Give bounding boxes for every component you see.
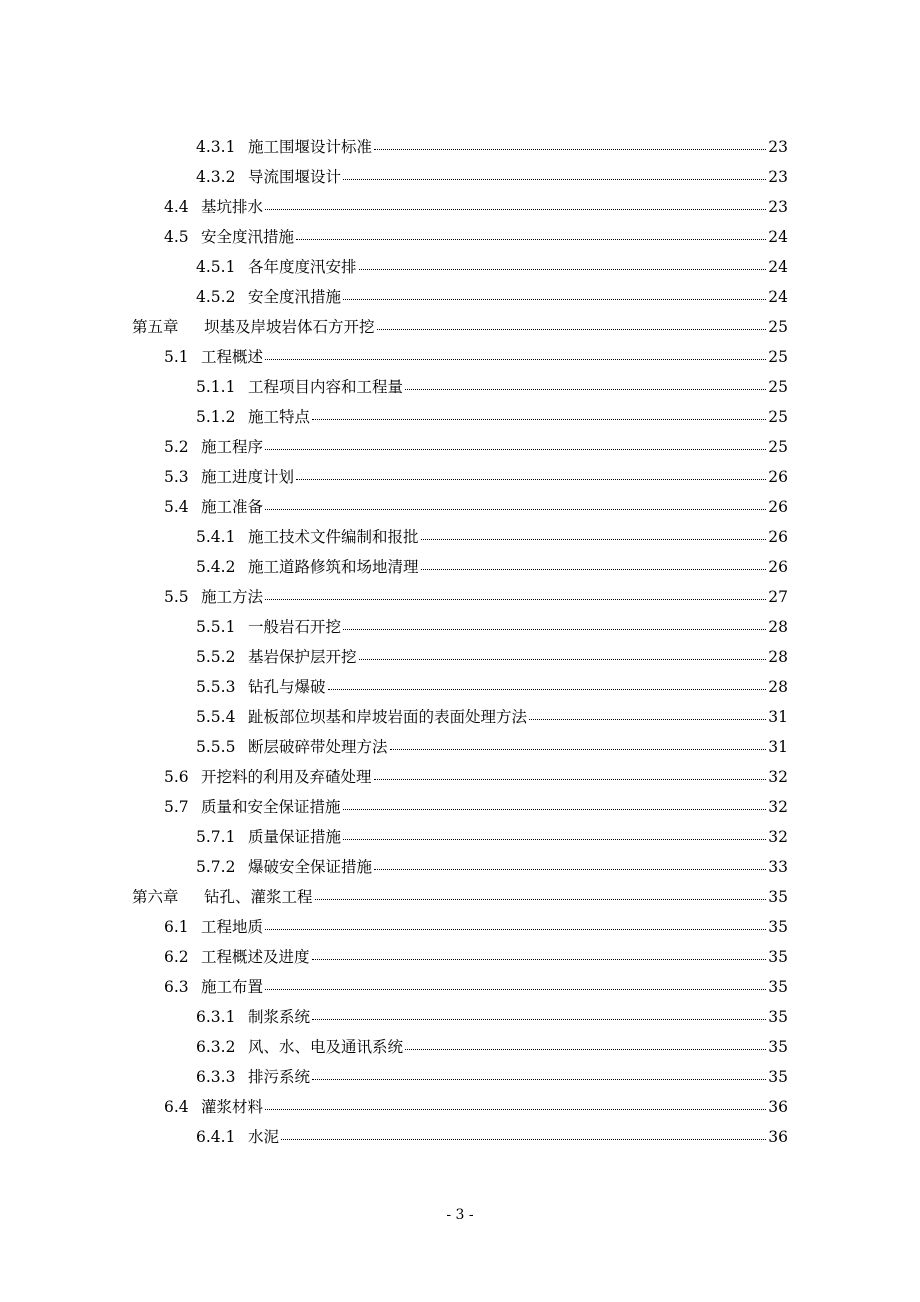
toc-entry-title: 施工程序	[201, 438, 264, 456]
toc-entry[interactable]	[0, 522, 920, 552]
toc-entry-page: 31	[768, 708, 788, 726]
toc-entry-page: 25	[768, 438, 788, 456]
toc-entry-number: 5.1	[164, 348, 189, 366]
toc-entry-page: 32	[768, 828, 788, 846]
toc-entry-title: 排污系统	[248, 1068, 311, 1086]
dot-leader	[328, 689, 767, 690]
toc-entry-title: 基岩保护层开挖	[248, 648, 357, 666]
toc-entry-page: 35	[768, 1068, 788, 1086]
toc-entry-title: 风、水、电及通讯系统	[248, 1038, 404, 1056]
toc-entry-title: 钻孔、灌浆工程	[204, 888, 313, 906]
toc-entry-page: 32	[768, 768, 788, 786]
toc-entry-number: 6.4.1	[196, 1128, 236, 1146]
toc-entry-number: 5.5	[164, 588, 189, 606]
toc-entry[interactable]	[0, 882, 920, 912]
toc-entry[interactable]	[0, 402, 920, 432]
toc-entry[interactable]	[0, 642, 920, 672]
dot-leader	[265, 989, 766, 990]
toc-entry-title: 一般岩石开挖	[248, 618, 342, 636]
toc-entry-title: 钻孔与爆破	[248, 678, 326, 696]
dot-leader	[312, 959, 767, 960]
toc-entry-title: 施工围堰设计标准	[248, 138, 373, 156]
toc-entry-title: 爆破安全保证措施	[248, 858, 373, 876]
dot-leader	[296, 479, 766, 480]
toc-entry-number: 4.3.2	[196, 168, 236, 186]
toc-entry-title: 质量和安全保证措施	[201, 798, 341, 816]
toc-entry-title: 施工布置	[201, 978, 264, 996]
toc-entry-number: 4.5.2	[196, 288, 236, 306]
table-of-contents	[0, 132, 920, 1152]
toc-entry-page: 23	[768, 168, 788, 186]
dot-leader	[390, 749, 767, 750]
toc-entry-title: 安全度汛措施	[201, 228, 295, 246]
toc-entry[interactable]	[0, 852, 920, 882]
toc-entry-number: 4.4	[164, 198, 189, 216]
toc-entry-page: 35	[768, 918, 788, 936]
toc-entry-number: 第六章	[132, 888, 179, 906]
toc-entry-number: 6.3	[164, 978, 189, 996]
toc-entry-number: 5.4.1	[196, 528, 236, 546]
toc-entry-page: 36	[768, 1128, 788, 1146]
toc-entry-title: 各年度度汛安排	[248, 258, 357, 276]
toc-entry[interactable]	[0, 342, 920, 372]
toc-entry-page: 35	[768, 948, 788, 966]
toc-entry-number: 5.4.2	[196, 558, 236, 576]
toc-entry-number: 5.6	[164, 768, 189, 786]
toc-entry-page: 32	[768, 798, 788, 816]
toc-entry-page: 26	[768, 498, 788, 516]
toc-entry[interactable]	[0, 222, 920, 252]
toc-entry-title: 质量保证措施	[248, 828, 342, 846]
toc-entry[interactable]	[0, 732, 920, 762]
toc-entry[interactable]	[0, 162, 920, 192]
toc-entry-page: 25	[768, 348, 788, 366]
toc-entry[interactable]	[0, 252, 920, 282]
toc-entry-page: 26	[768, 558, 788, 576]
dot-leader	[343, 809, 767, 810]
dot-leader	[343, 839, 766, 840]
toc-entry[interactable]	[0, 132, 920, 162]
dot-leader	[265, 449, 766, 450]
toc-entry-title: 施工特点	[248, 408, 311, 426]
toc-entry-title: 工程概述及进度	[201, 948, 310, 966]
toc-entry[interactable]	[0, 972, 920, 1002]
toc-entry-number: 4.5.1	[196, 258, 236, 276]
toc-entry-page: 25	[768, 378, 788, 396]
toc-entry-title: 施工道路修筑和场地清理	[248, 558, 419, 576]
toc-entry[interactable]	[0, 1032, 920, 1062]
toc-entry-title: 施工方法	[201, 588, 264, 606]
toc-entry[interactable]	[0, 312, 920, 342]
toc-entry-page: 36	[768, 1098, 788, 1116]
toc-entry-page: 24	[768, 288, 788, 306]
toc-entry-page: 26	[768, 528, 788, 546]
dot-leader	[312, 1019, 766, 1020]
toc-entry-number: 5.1.1	[196, 378, 236, 396]
toc-entry-page: 25	[768, 408, 788, 426]
dot-leader	[265, 1109, 766, 1110]
toc-entry-page: 23	[768, 198, 788, 216]
dot-leader	[374, 869, 766, 870]
toc-entry-page: 35	[768, 888, 788, 906]
dot-leader	[265, 359, 766, 360]
toc-entry-page: 24	[768, 258, 788, 276]
toc-entry-title: 施工技术文件编制和报批	[248, 528, 419, 546]
dot-leader	[374, 779, 767, 780]
toc-entry-page: 35	[768, 1008, 788, 1026]
toc-entry-title: 基坑排水	[201, 198, 264, 216]
toc-entry-number: 5.4	[164, 498, 189, 516]
toc-entry[interactable]	[0, 282, 920, 312]
toc-entry-number: 6.2	[164, 948, 189, 966]
page-number-footer: - 3 -	[446, 1207, 474, 1223]
dot-leader	[265, 209, 766, 210]
toc-entry-page: 23	[768, 138, 788, 156]
toc-entry-title: 水泥	[248, 1128, 280, 1146]
toc-entry-title: 导流围堰设计	[248, 168, 342, 186]
dot-leader	[312, 419, 766, 420]
toc-entry[interactable]	[0, 1092, 920, 1122]
toc-entry-page: 28	[768, 648, 788, 666]
toc-entry-number: 6.3.2	[196, 1038, 236, 1056]
toc-entry[interactable]	[0, 192, 920, 222]
toc-entry[interactable]	[0, 582, 920, 612]
toc-entry-page: 35	[768, 1038, 788, 1056]
toc-entry-page: 28	[768, 678, 788, 696]
toc-entry-number: 6.3.3	[196, 1068, 236, 1086]
dot-leader	[296, 239, 766, 240]
toc-entry[interactable]	[0, 912, 920, 942]
dot-leader	[405, 389, 766, 390]
toc-entry-title: 施工准备	[201, 498, 264, 516]
dot-leader	[281, 1139, 766, 1140]
toc-entry-number: 5.5.3	[196, 678, 236, 696]
dot-leader	[343, 629, 766, 630]
toc-entry[interactable]	[0, 942, 920, 972]
toc-entry-page: 24	[768, 228, 788, 246]
dot-leader	[421, 539, 767, 540]
toc-entry-number: 5.7	[164, 798, 189, 816]
toc-entry-number: 5.7.1	[196, 828, 236, 846]
toc-entry-title: 开挖料的利用及弃碴处理	[201, 768, 372, 786]
toc-entry-page: 33	[768, 858, 788, 876]
toc-entry-number: 5.5.1	[196, 618, 236, 636]
toc-entry-number: 5.2	[164, 438, 189, 456]
toc-entry[interactable]	[0, 1002, 920, 1032]
toc-entry-number: 5.3	[164, 468, 189, 486]
toc-entry-page: 25	[768, 318, 788, 336]
toc-entry-number: 6.3.1	[196, 1008, 236, 1026]
toc-entry-page: 28	[768, 618, 788, 636]
toc-entry-number: 5.5.2	[196, 648, 236, 666]
toc-entry-number: 第五章	[132, 318, 179, 336]
toc-entry-number: 6.1	[164, 918, 189, 936]
toc-entry-title: 工程地质	[201, 918, 264, 936]
toc-entry[interactable]	[0, 492, 920, 522]
dot-leader	[377, 329, 767, 330]
toc-entry-page: 35	[768, 978, 788, 996]
toc-entry[interactable]	[0, 1062, 920, 1092]
toc-entry-number: 5.5.5	[196, 738, 236, 756]
toc-entry[interactable]	[0, 612, 920, 642]
toc-entry[interactable]	[0, 762, 920, 792]
toc-entry-title: 趾板部位坝基和岸坡岩面的表面处理方法	[248, 708, 528, 726]
dot-leader	[312, 1079, 766, 1080]
dot-leader	[421, 569, 767, 570]
toc-entry[interactable]	[0, 792, 920, 822]
dot-leader	[529, 719, 766, 720]
toc-entry-number: 5.1.2	[196, 408, 236, 426]
dot-leader	[265, 509, 766, 510]
toc-entry[interactable]	[0, 672, 920, 702]
toc-entry-title: 断层破碎带处理方法	[248, 738, 388, 756]
toc-entry-title: 安全度汛措施	[248, 288, 342, 306]
toc-entry-number: 4.5	[164, 228, 189, 246]
toc-entry[interactable]	[0, 822, 920, 852]
dot-leader	[343, 299, 766, 300]
toc-entry-title: 灌浆材料	[201, 1098, 264, 1116]
dot-leader	[343, 179, 766, 180]
dot-leader	[359, 269, 767, 270]
toc-entry-title: 坝基及岸坡岩体石方开挖	[204, 318, 375, 336]
toc-entry-number: 5.5.4	[196, 708, 236, 726]
toc-entry[interactable]	[0, 372, 920, 402]
toc-entry-number: 4.3.1	[196, 138, 236, 156]
toc-entry-title: 施工进度计划	[201, 468, 295, 486]
toc-entry[interactable]	[0, 552, 920, 582]
toc-entry[interactable]	[0, 432, 920, 462]
toc-entry-number: 5.7.2	[196, 858, 236, 876]
dot-leader	[359, 659, 767, 660]
dot-leader	[315, 899, 767, 900]
toc-entry-page: 27	[768, 588, 788, 606]
toc-entry-page: 31	[768, 738, 788, 756]
dot-leader	[405, 1049, 766, 1050]
toc-entry[interactable]	[0, 702, 920, 732]
toc-entry[interactable]	[0, 462, 920, 492]
dot-leader	[265, 599, 766, 600]
toc-entry-number: 6.4	[164, 1098, 189, 1116]
dot-leader	[374, 149, 766, 150]
toc-entry-page: 26	[768, 468, 788, 486]
toc-entry-title: 工程项目内容和工程量	[248, 378, 404, 396]
toc-entry-title: 制浆系统	[248, 1008, 311, 1026]
dot-leader	[265, 929, 766, 930]
toc-entry[interactable]	[0, 1122, 920, 1152]
toc-entry-title: 工程概述	[201, 348, 264, 366]
